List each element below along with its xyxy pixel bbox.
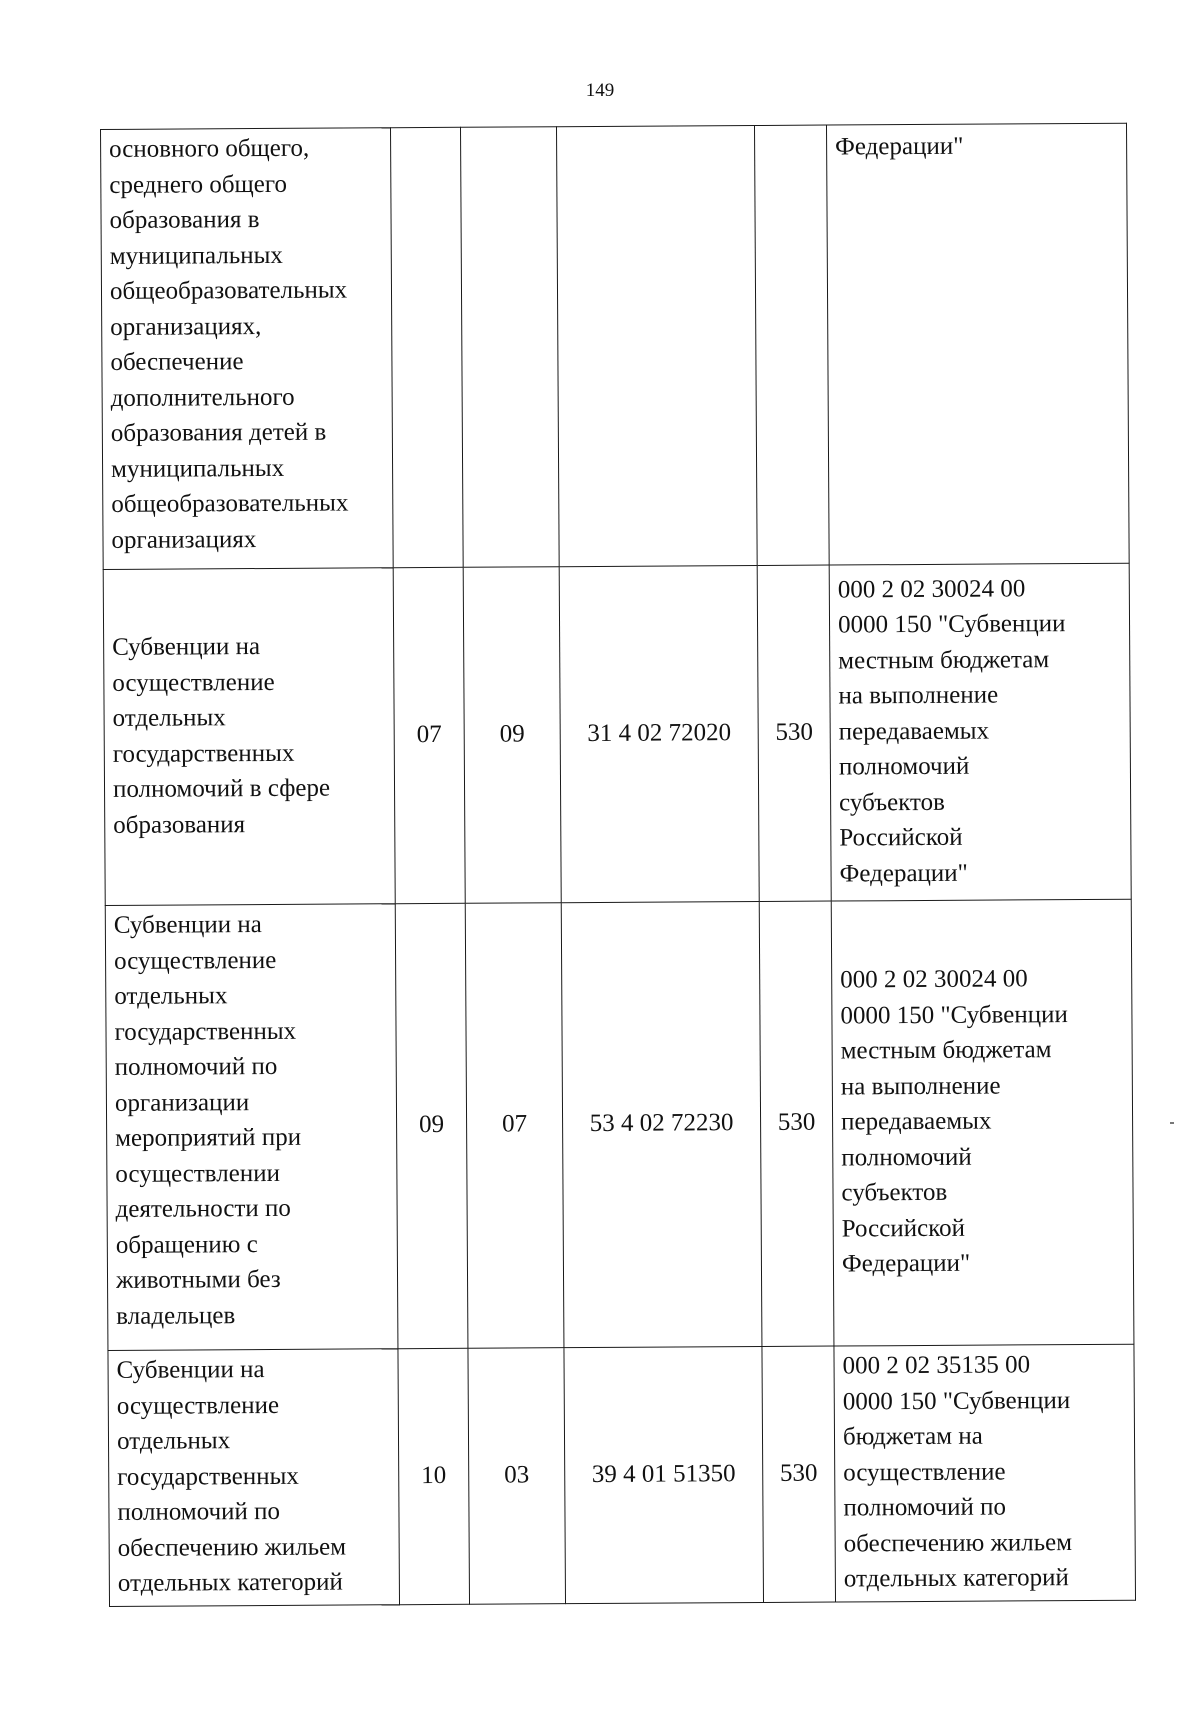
revenue-source-cell: 000 2 02 30024 00 0000 150 "Субвенции местным бюджетам на выполнение передаваемых полномочий субъектов Российской Федерации" [829, 563, 1131, 901]
expense-name-cell: основного общего, среднего общего образования в муниципальных общеобразовательных организациях, обеспечение дополнительного образования детей в муниципальных общеобразовательных организациях [101, 128, 394, 570]
revenue-source-cell: 000 2 02 35135 00 0000 150 "Субвенции бюджетам на осуществление полномочий по обеспечению жильем отдельных категорий [834, 1344, 1136, 1601]
expense-name-cell: Субвенции на осуществление отдельных государственных полномочий по организации мероприятий при осуществлении деятельности по обращению с животными без владельцев [105, 904, 398, 1351]
table-row [103, 563, 1131, 905]
table-row [105, 899, 1134, 1350]
target-article-cell: 53 4 02 72230 [561, 901, 762, 1347]
section-cell [390, 127, 463, 567]
subsection-cell: 09 [463, 567, 561, 904]
table-row [101, 123, 1130, 569]
revenue-source-cell: Федерации" [826, 123, 1129, 565]
expense-type-cell [754, 125, 829, 565]
expense-type-cell: 530 [759, 901, 834, 1346]
subsection-cell [460, 127, 559, 568]
expense-name-cell: Субвенции на осуществление отдельных государственных полномочий в сфере образования [103, 568, 395, 906]
expense-type-cell: 530 [757, 565, 831, 901]
expense-type-cell: 530 [762, 1346, 836, 1602]
target-article-cell [556, 126, 757, 567]
section-cell: 10 [398, 1348, 470, 1604]
subsection-cell: 07 [465, 903, 564, 1349]
section-cell: 09 [395, 903, 468, 1348]
scan-speck [1170, 1122, 1174, 1124]
revenue-source-cell: 000 2 02 30024 00 0000 150 "Субвенции местным бюджетам на выполнение передаваемых полномочий субъектов Российской Федерации" [831, 899, 1134, 1346]
expense-name-cell: Субвенции на осуществление отдельных государственных полномочий по обеспечению жильем отдельных категорий [108, 1349, 400, 1606]
target-article-cell: 39 4 01 51350 [564, 1346, 764, 1603]
section-cell: 07 [393, 567, 465, 903]
target-article-cell: 31 4 02 72020 [559, 565, 759, 902]
page-number: 149 [585, 80, 615, 101]
table-row [108, 1344, 1136, 1606]
budget-table [100, 123, 1136, 1607]
subsection-cell: 03 [468, 1348, 566, 1604]
